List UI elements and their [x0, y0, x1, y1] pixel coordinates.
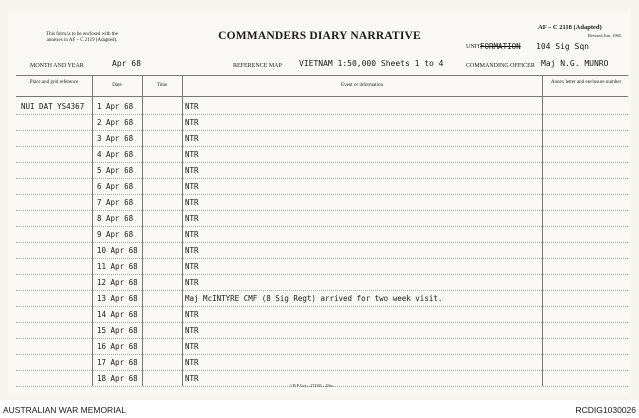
- row-event: NTR: [185, 198, 199, 207]
- row-event: NTR: [185, 166, 199, 175]
- row-event: NTR: [185, 150, 199, 159]
- row-date: 9 Apr 68: [97, 230, 134, 239]
- row-event: NTR: [185, 134, 199, 143]
- table-row: [16, 162, 628, 179]
- row-date: 7 Apr 68: [97, 198, 134, 207]
- row-event: NTR: [185, 278, 199, 287]
- row-date: 1 Apr 68: [97, 102, 134, 111]
- table-row: [16, 338, 628, 355]
- row-event: NTR: [185, 182, 199, 191]
- row-date: 18 Apr 68: [97, 374, 138, 383]
- table-row: [16, 98, 628, 115]
- row-date: 14 Apr 68: [97, 310, 138, 319]
- co-value: Maj N.G. MUNRO: [541, 59, 609, 68]
- month-label: MONTH AND YEAR: [30, 63, 84, 69]
- table-row: [16, 178, 628, 195]
- column-header-annex: Annex letter and enclosure number: [550, 80, 622, 85]
- table-row: [16, 258, 628, 275]
- diary-table: [16, 75, 628, 386]
- row-date: 12 Apr 68: [97, 278, 138, 287]
- table-row: [16, 322, 628, 339]
- enclose-note-line2: annexes in AF – C 2119 (Adapted).: [46, 38, 118, 43]
- column-header-time: Time: [156, 83, 168, 88]
- table-row: [16, 242, 628, 259]
- row-event: NTR: [185, 118, 199, 127]
- row-date: 2 Apr 68: [97, 118, 134, 127]
- table-row: [16, 354, 628, 371]
- row-date: 4 Apr 68: [97, 150, 134, 159]
- row-event: NTR: [185, 310, 199, 319]
- row-event: NTR: [185, 358, 199, 367]
- column-header-date: Date: [112, 83, 122, 88]
- footer-credit: AUSTRALIAN WAR MEMORIAL: [3, 405, 126, 415]
- row-date: 17 Apr 68: [97, 358, 138, 367]
- row-event: NTR: [185, 102, 199, 111]
- row-date: 6 Apr 68: [97, 182, 134, 191]
- table-row: [16, 194, 628, 211]
- table-row: [16, 130, 628, 147]
- row-event: NTR: [185, 230, 199, 239]
- map-label: REFERENCE MAP: [233, 63, 282, 69]
- row-date: 13 Apr 68: [97, 294, 138, 303]
- table-row: [16, 274, 628, 291]
- column-header-place: Place and grid reference: [29, 80, 79, 85]
- row-date: 10 Apr 68: [97, 246, 138, 255]
- table-row: [16, 114, 628, 131]
- row-event: NTR: [185, 246, 199, 255]
- row-place: NUI DAT YS4367: [21, 102, 85, 111]
- month-value: Apr 68: [112, 59, 141, 68]
- footer: [0, 404, 639, 418]
- row-event: Maj McINTYRE CMF (8 Sig Regt) arrived for two week visit.: [185, 294, 443, 303]
- form-number: AF – C 2118 (Adapted): [538, 24, 602, 31]
- table-row: [16, 290, 628, 307]
- row-event: NTR: [185, 326, 199, 335]
- row-date: 11 Apr 68: [97, 262, 138, 271]
- table-row: [16, 306, 628, 323]
- row-date: 8 Apr 68: [97, 214, 134, 223]
- column-header-event: Event or information: [341, 83, 383, 88]
- row-event: NTR: [185, 374, 199, 383]
- co-label: COMMANDING OFFICER: [466, 63, 535, 69]
- footer-reference: RCDIG1030026: [575, 405, 636, 415]
- table-row: [16, 146, 628, 163]
- row-event: NTR: [185, 342, 199, 351]
- map-value: VIETNAM 1:50,000 Sheets 1 to 4: [299, 59, 444, 68]
- page-title: COMMANDERS DIARY NARRATIVE: [218, 30, 421, 42]
- enclose-note-line1: This form is to be enclosed with the: [46, 32, 118, 37]
- table-row: [16, 226, 628, 243]
- row-date: 15 Apr 68: [97, 326, 138, 335]
- unit-struck-text: FORMATION: [480, 42, 521, 51]
- header-rule: [16, 96, 628, 97]
- row-date: 16 Apr 68: [97, 342, 138, 351]
- unit-value: 104 Sig Sqn: [536, 42, 589, 51]
- revised-date: Revised Jun, 1965: [588, 33, 622, 38]
- row-date: 3 Apr 68: [97, 134, 134, 143]
- unit-label: UNIT: [466, 44, 481, 50]
- row-event: NTR: [185, 262, 199, 271]
- table-row: [16, 210, 628, 227]
- row-date: 5 Apr 68: [97, 166, 134, 175]
- printer-note: 1 B P Coy—271/65—25m: [290, 383, 333, 388]
- row-event: NTR: [185, 214, 199, 223]
